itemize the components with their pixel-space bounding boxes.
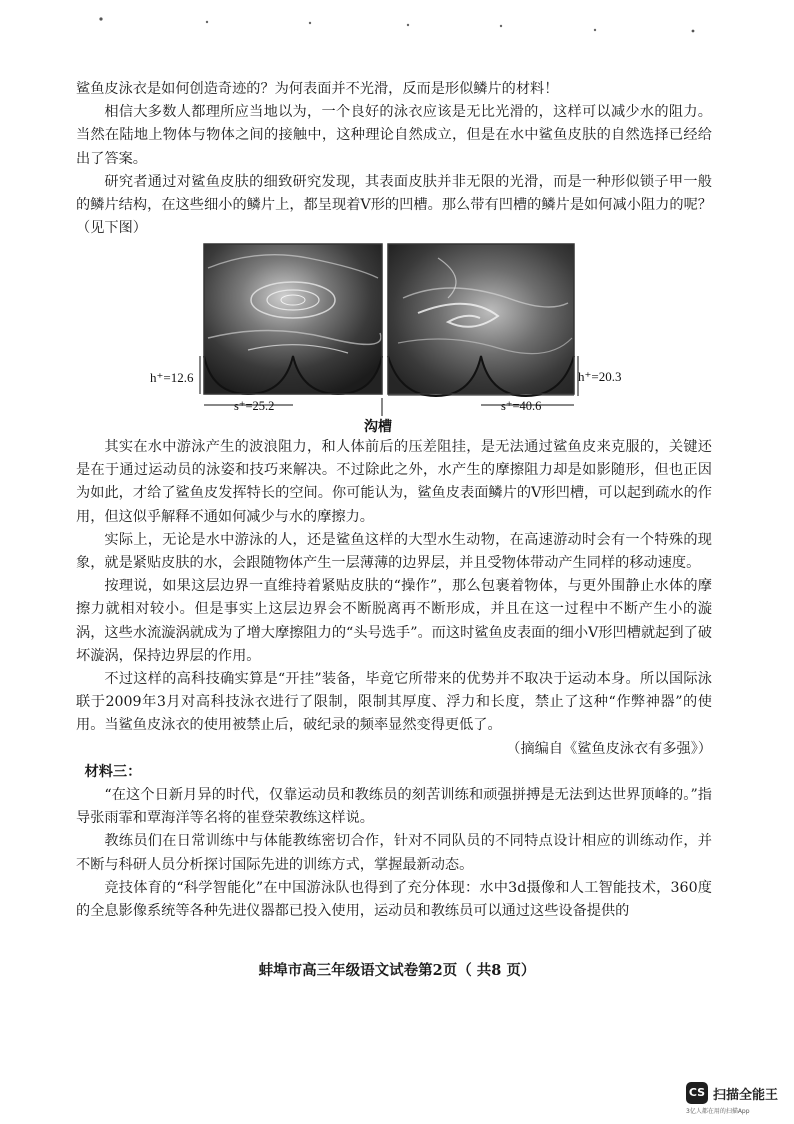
scanner-slogan: 3亿人都在用的扫描App <box>686 1108 750 1115</box>
article-body <box>76 436 712 923</box>
paragraph: “在这个日新月异的时代，仅靠运动员和教练员的刻苦训练和顽强拼搏是无法到达世界顶峰的。”指导张雨霏和覃海洋等名将的崔登荣教练这样说。 <box>76 787 712 827</box>
paragraph: 实际上，无论是水中游泳的人，还是鲨鱼这样的大型水生动物，在高速游动时会有一个特殊的现象，就是紧贴皮肤的水，会跟随物体产生一层薄薄的边界层，并且受物体带动产生同样的移动速度。 <box>76 531 712 572</box>
page-footer: 蚌埠市高三年级语文试卷第2页（ 共8 页） <box>258 962 536 979</box>
right-h-label: h⁺=20.3 <box>578 369 622 384</box>
right-panel <box>388 244 574 396</box>
paragraph: 相信大多数人都理所应当地以为，一个良好的泳衣应该是无比光滑的，这样可以减少水的阻力。当然在陆地上物体与物体之间的接触中，这种理论自然成立，但是在水中鲨鱼皮肤的自然选择已经给出了答案。 <box>76 104 712 167</box>
paragraph: 按理说，如果这层边界一直维持着紧贴皮肤的“操作”，那么包裹着物体，与更外围静止水体的摩擦力就相对较小。但是事实上这层边界会不断脱离再不断形成，并且在这一过程中不断产生小的漩涡，这些水流漩涡就成为了增大摩擦阻力的“头号选手”。而这时鲨鱼皮表面的细小V形凹槽就起到了破坏漩涡，保持边界层的作用。 <box>76 578 712 664</box>
source-citation: （摘编自《鲨鱼皮泳衣有多强》） <box>506 740 712 757</box>
riblet-vortex-figure <box>148 238 644 436</box>
scanner-name: 扫描全能王 <box>713 1088 779 1103</box>
camscanner-logo-icon: CS <box>686 1082 708 1104</box>
paragraph: 竞技体育的“科学智能化”在中国游泳队也得到了充分体现：水中3d摄像和人工智能技术，360度的全息影像系统等各种先进仪器都已投入使用，运动员和教练员可以通过这些设备提供的 <box>76 879 712 920</box>
scanner-watermark <box>686 1082 786 1118</box>
left-s-label: s⁺=25.2 <box>234 399 275 413</box>
right-s-label: s⁺=40.6 <box>501 399 542 413</box>
left-panel <box>204 244 382 394</box>
article-intro <box>76 78 712 240</box>
figure-caption: 沟槽 <box>364 419 392 435</box>
paragraph: 教练员们在日常训练中与体能教练密切合作，针对不同队员的不同特点设计相应的训练动作，并不断与科研人员分析探讨国际先进的训练方式，掌握最新动态。 <box>76 833 712 873</box>
paragraph: 不过这样的高科技确实算是“开挂”装备，毕竟它所带来的优势并不取决于运动本身。所以国际泳联于2009年3月对高科技泳衣进行了限制，限制其厚度、浮力和长度，禁止了这种“作弊神器”的使用。当鲨鱼皮泳衣的使用被禁止后，破纪录的频率显然变得更低了。 <box>76 671 712 734</box>
paragraph: 其实在水中游泳产生的波浪阻力，和人体前后的压差阻挂，是无法通过鲨鱼皮来克服的，关键还是在于通过运动员的泳姿和技巧来解决。不过除此之外，水产生的摩擦阻力却是如影随形，但也正因为如此，才给了鲨鱼皮发挥特长的空间。你可能认为，鲨鱼皮表面鳞片的V形凹槽，可以起到疏水的作用，但这似乎解释不通如何减少与水的摩擦力。 <box>76 439 712 525</box>
section-heading: 材料三： <box>84 763 142 780</box>
left-h-label: h⁺=12.6 <box>150 370 194 385</box>
paragraph: 研究者通过对鲨鱼皮肤的细致研究发现，其表面皮肤并非无限的光滑，而是一种形似锁子甲一般的鳞片结构，在这些细小的鳞片上，都呈现着V形的凹槽。那么带有凹槽的鳞片是如何减小阻力的呢？（见下图） <box>76 173 712 237</box>
paragraph: 鲨鱼皮泳衣是如何创造奇迹的？为何表面并不光滑，反而是形似鳞片的材料！ <box>76 81 559 97</box>
